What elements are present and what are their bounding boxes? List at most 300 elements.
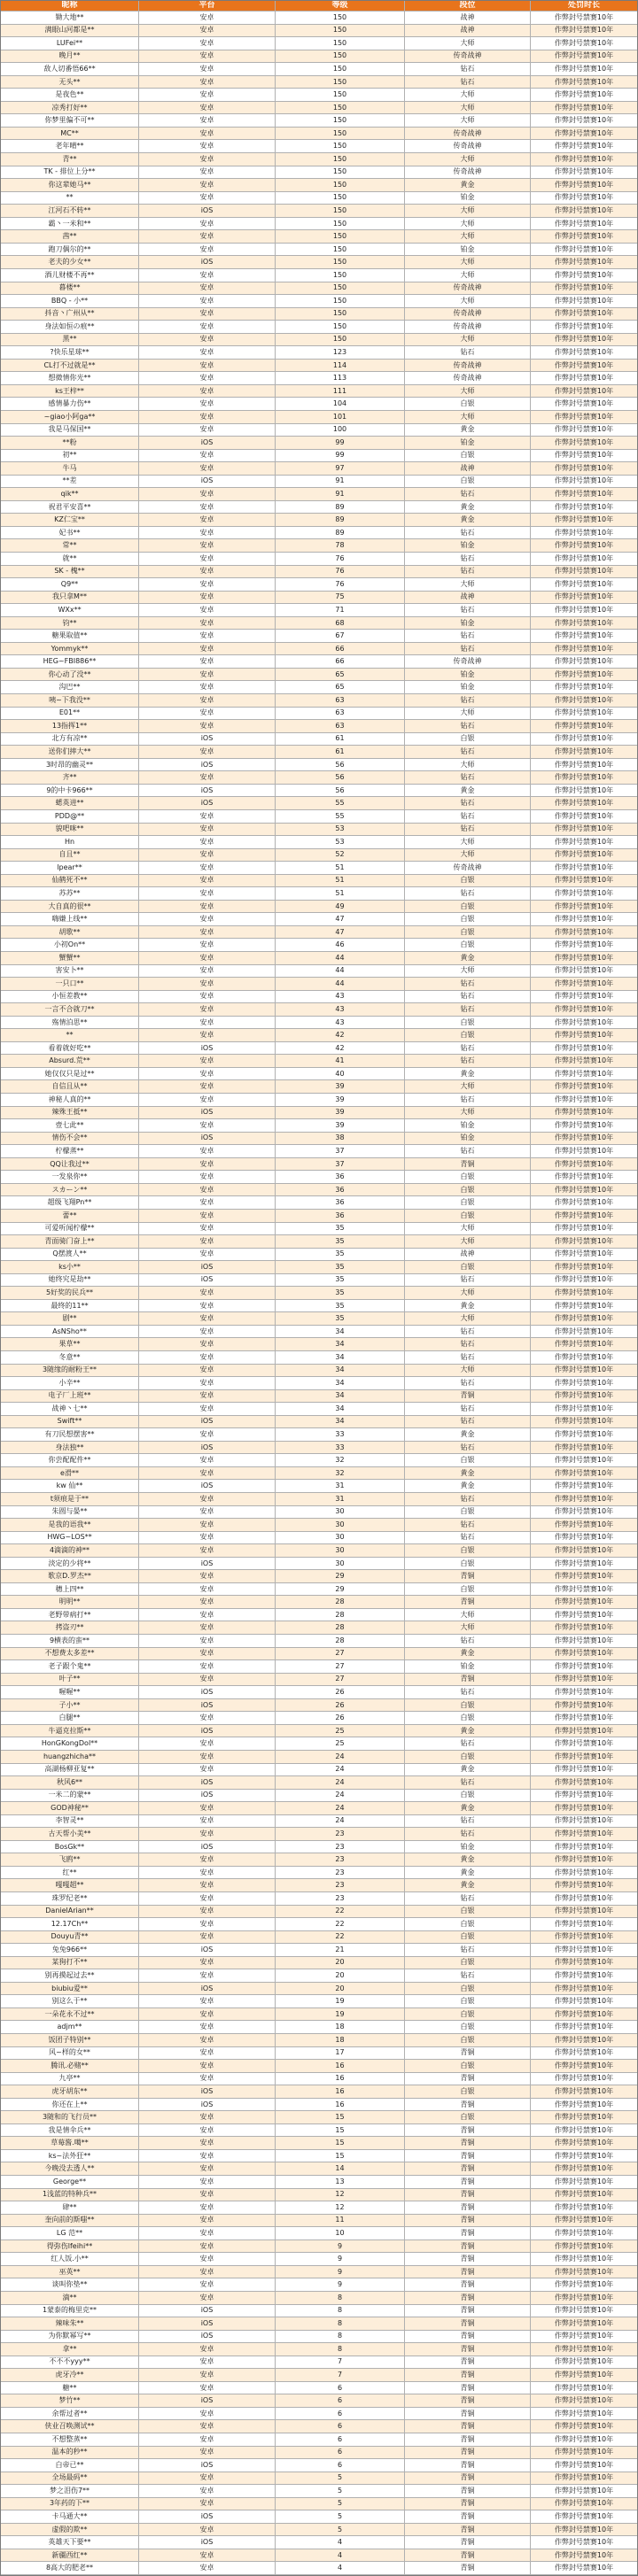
cell-nickname: Swift** [1, 1416, 139, 1428]
cell-nickname: 苏苏** [1, 887, 139, 900]
cell-level: 6 [276, 2382, 405, 2394]
cell-penalty: 作弊封号禁赛10年 [554, 502, 614, 511]
cell-level: 41 [276, 1055, 405, 1067]
table-row [1, 1763, 637, 1776]
cell-rank: 白银 [405, 450, 531, 462]
cell-level: 24 [276, 1815, 405, 1828]
cell-rank: 传奇战神 [405, 862, 531, 874]
cell-penalty: 作弊封号禁赛10年 [554, 1868, 614, 1876]
cell-nickname: 暮楼** [1, 282, 139, 295]
table-row [1, 965, 637, 979]
cell-level: 150 [276, 37, 405, 50]
cell-penalty: 作弊封号禁赛10年 [554, 1443, 614, 1451]
cell-level: 37 [276, 1145, 405, 1157]
cell-rank: 钻石 [405, 1377, 531, 1389]
table-row [1, 360, 637, 373]
cell-penalty: 作弊封号禁赛10年 [554, 683, 614, 692]
cell-rank: 青铜 [405, 2162, 531, 2175]
cell-level: 23 [276, 1828, 405, 1840]
cell-rank: 钻石 [405, 1493, 531, 1505]
cell-level: 14 [276, 2162, 405, 2175]
cell-nickname: 神秘人真的** [1, 1094, 139, 1106]
cell-penalty: 作弊封号禁赛10年 [554, 1314, 614, 1323]
cell-platform: 安卓 [139, 1815, 276, 1828]
cell-rank: 青铜 [405, 2562, 531, 2574]
cell-rank: 青铜 [405, 2331, 531, 2343]
cell-nickname: 情伤不会** [1, 1133, 139, 1145]
cell-level: 78 [276, 539, 405, 552]
cell-penalty: 作弊封号禁赛10年 [554, 1623, 614, 1632]
cell-platform: 安卓 [139, 566, 276, 578]
cell-penalty: 作弊封号禁赛10年 [554, 1803, 614, 1812]
cell-penalty: 作弊封号禁赛10年 [554, 2151, 614, 2160]
cell-penalty: 作弊封号禁赛10年 [554, 2048, 614, 2057]
cell-platform: 安卓 [139, 553, 276, 565]
cell-platform: iOS [139, 2317, 276, 2330]
cell-level: 36 [276, 1210, 405, 1222]
cell-platform: 安卓 [139, 643, 276, 655]
header-rank: 段位 [405, 1, 531, 11]
cell-rank: 白银 [405, 1184, 531, 1196]
table-row [1, 1017, 637, 1030]
table-row [1, 759, 637, 772]
cell-platform: 安卓 [139, 708, 276, 720]
cell-nickname: HonGKongDol** [1, 1737, 139, 1750]
cell-level: 24 [276, 1751, 405, 1763]
table-row [1, 488, 637, 501]
cell-penalty: 作弊封号禁赛10年 [554, 2538, 614, 2547]
cell-nickname: 青** [1, 153, 139, 166]
cell-nickname: 凉秀打好** [1, 102, 139, 114]
cell-nickname: 秋风6** [1, 1776, 139, 1789]
cell-level: 51 [276, 887, 405, 900]
cell-level: 28 [276, 1621, 405, 1634]
cell-platform: 安卓 [139, 913, 276, 925]
cell-nickname: lpear** [1, 862, 139, 874]
cell-rank: 大师 [405, 218, 531, 230]
table-row [1, 2201, 637, 2215]
cell-rank: 大师 [405, 1080, 531, 1093]
cell-platform: iOS [139, 1261, 276, 1273]
table-row [1, 244, 637, 257]
cell-nickname: 9横表的蛮** [1, 1635, 139, 1647]
cell-platform: iOS [139, 2536, 276, 2549]
cell-platform: 安卓 [139, 887, 276, 900]
cell-nickname: 蟹蟹** [1, 952, 139, 964]
cell-nickname: スカーン** [1, 1184, 139, 1196]
cell-rank: 钻石 [405, 1003, 531, 1016]
cell-level: 33 [276, 1428, 405, 1441]
cell-penalty: 作弊封号禁赛10年 [554, 1584, 614, 1593]
cell-rank: 铂金 [405, 539, 531, 552]
table-row [1, 1493, 637, 1506]
cell-rank: 钻石 [405, 346, 531, 359]
cell-rank: 白银 [405, 2021, 531, 2033]
cell-penalty: 作弊封号禁赛10年 [554, 773, 614, 782]
cell-rank: 大师 [405, 1312, 531, 1325]
table-row [1, 1261, 637, 1274]
cell-rank: 传奇战神 [405, 321, 531, 333]
cell-penalty: 作弊封号禁赛10年 [554, 2035, 614, 2044]
cell-platform: 安卓 [139, 1171, 276, 1183]
cell-nickname: 最终的11** [1, 1300, 139, 1312]
table-row [1, 1351, 637, 1365]
cell-penalty: 作弊封号禁赛10年 [554, 2486, 614, 2495]
cell-platform: 安卓 [139, 2433, 276, 2446]
header-nickname: 昵称 [1, 1, 139, 11]
cell-level: 34 [276, 1326, 405, 1338]
cell-rank: 白银 [405, 1583, 531, 1596]
cell-nickname: 兔兔966** [1, 1944, 139, 1956]
cell-nickname: 感情暴力伤** [1, 398, 139, 410]
cell-platform: iOS [139, 437, 276, 449]
cell-rank: 大师 [405, 411, 531, 423]
cell-platform: 安卓 [139, 991, 276, 1003]
cell-rank: 白银 [405, 1957, 531, 1969]
cell-rank: 黄金 [405, 1300, 531, 1312]
cell-penalty: 作弊封号禁赛10年 [554, 167, 614, 176]
table-row [1, 192, 637, 205]
cell-level: 150 [276, 218, 405, 230]
cell-platform: 安卓 [139, 694, 276, 707]
table-row [1, 913, 637, 926]
cell-platform: 安卓 [139, 2382, 276, 2394]
cell-penalty: 作弊封号禁赛10年 [554, 1855, 614, 1864]
cell-nickname: 青面骑门奋上** [1, 1235, 139, 1248]
cell-platform: iOS [139, 785, 276, 797]
table-row [1, 553, 637, 566]
cell-nickname: 草莓酱.噶** [1, 2137, 139, 2149]
cell-penalty: 作弊封号禁赛10年 [554, 747, 614, 755]
cell-penalty: 作弊封号禁赛10年 [554, 760, 614, 769]
cell-platform: 安卓 [139, 140, 276, 152]
cell-platform: 安卓 [139, 527, 276, 539]
cell-penalty: 作弊封号禁赛10年 [554, 2525, 614, 2533]
cell-penalty: 作弊封号禁赛10年 [554, 2409, 614, 2417]
cell-level: 24 [276, 1802, 405, 1814]
cell-platform: 安卓 [139, 2292, 276, 2304]
cell-platform: 安卓 [139, 1867, 276, 1879]
cell-level: 20 [276, 1969, 405, 1982]
table-row [1, 1944, 637, 1957]
cell-platform: 安卓 [139, 592, 276, 604]
cell-penalty: 作弊封号禁赛10年 [554, 1159, 614, 1168]
cell-nickname: 珠罗纪老** [1, 1892, 139, 1905]
table-row [1, 1222, 637, 1235]
cell-penalty: 作弊封号禁赛10年 [554, 90, 614, 99]
cell-rank: 大师 [405, 269, 531, 282]
cell-platform: 安卓 [139, 2162, 276, 2175]
cell-nickname: 老夫的少女** [1, 256, 139, 268]
cell-level: 101 [276, 411, 405, 423]
cell-penalty: 作弊封号禁赛10年 [554, 1971, 614, 1980]
cell-penalty: 作弊封号禁赛10年 [554, 2177, 614, 2185]
cell-level: 104 [276, 398, 405, 410]
cell-platform: 安卓 [139, 1892, 276, 1905]
cell-platform: 安卓 [139, 681, 276, 693]
cell-penalty: 作弊封号禁赛10年 [554, 1146, 614, 1155]
cell-penalty: 作弊封号禁赛10年 [554, 309, 614, 318]
cell-platform: 安卓 [139, 1017, 276, 1029]
cell-rank: 黄金 [405, 1725, 531, 1737]
cell-nickname: 3随和的飞行员** [1, 2111, 139, 2123]
cell-nickname: BBQ - 小** [1, 295, 139, 307]
cell-rank: 白银 [405, 1544, 531, 1557]
cell-rank: 黄金 [405, 1853, 531, 1866]
cell-platform: iOS [139, 2085, 276, 2098]
cell-level: 6 [276, 2394, 405, 2407]
cell-rank: 白银 [405, 875, 531, 887]
cell-platform: 安卓 [139, 875, 276, 887]
cell-nickname: 小恒差教** [1, 991, 139, 1003]
cell-penalty: 作弊封号禁赛10年 [554, 1907, 614, 1915]
cell-level: 5 [276, 2485, 405, 2497]
cell-rank: 青铜 [405, 2394, 531, 2407]
cell-rank: 大师 [405, 1609, 531, 1621]
cell-penalty: 作弊封号禁赛10年 [554, 1752, 614, 1760]
cell-penalty: 作弊封号禁赛10年 [554, 180, 614, 189]
cell-rank: 传奇战神 [405, 360, 531, 372]
cell-nickname: 明明** [1, 1596, 139, 1608]
table-row [1, 1171, 637, 1184]
cell-level: 150 [276, 76, 405, 89]
cell-level: 8 [276, 2292, 405, 2304]
cell-rank: 黄金 [405, 1879, 531, 1891]
cell-platform: 安卓 [139, 450, 276, 462]
cell-nickname: 蕾** [1, 1210, 139, 1222]
table-row [1, 1931, 637, 1945]
cell-rank: 白银 [405, 1790, 531, 1802]
cell-penalty: 作弊封号禁赛10年 [554, 1765, 614, 1774]
cell-penalty: 作弊封号禁赛10年 [554, 1043, 614, 1052]
cell-nickname: 嗨嫌上线** [1, 913, 139, 925]
cell-rank: 钻石 [405, 1892, 531, 1905]
cell-nickname: 妃书** [1, 527, 139, 539]
cell-level: 114 [276, 360, 405, 372]
table-row [1, 1983, 637, 1996]
cell-level: 23 [276, 1853, 405, 1866]
cell-rank: 铂金 [405, 437, 531, 449]
cell-platform: 安卓 [139, 501, 276, 514]
table-row [1, 256, 637, 269]
cell-platform: 安卓 [139, 2549, 276, 2562]
cell-level: 16 [276, 2060, 405, 2072]
cell-rank: 钻石 [405, 643, 531, 655]
cell-level: 99 [276, 450, 405, 462]
cell-penalty: 作弊封号禁赛10年 [554, 901, 614, 910]
cell-penalty: 作弊封号禁赛10年 [554, 1211, 614, 1219]
cell-penalty: 作弊封号禁赛10年 [554, 1572, 614, 1581]
cell-penalty: 作弊封号禁赛10年 [554, 1481, 614, 1490]
cell-penalty: 作弊封号禁赛10年 [554, 966, 614, 975]
cell-nickname: 蟋英进** [1, 797, 139, 809]
cell-level: 35 [276, 1249, 405, 1261]
cell-level: 25 [276, 1737, 405, 1750]
cell-platform: 安卓 [139, 1351, 276, 1364]
cell-rank: 传奇战神 [405, 140, 531, 152]
cell-rank: 青铜 [405, 2304, 531, 2317]
cell-penalty: 作弊封号禁赛10年 [554, 2074, 614, 2083]
cell-nickname: 4滴滴的神** [1, 1544, 139, 1557]
cell-level: 39 [276, 1080, 405, 1093]
cell-level: 36 [276, 1196, 405, 1209]
cell-penalty: 作弊封号禁赛10年 [554, 811, 614, 820]
cell-rank: 青铜 [405, 1674, 531, 1686]
table-row [1, 450, 637, 463]
cell-level: 5 [276, 2510, 405, 2523]
cell-level: 5 [276, 2472, 405, 2485]
table-row [1, 2292, 637, 2305]
cell-platform: 安卓 [139, 1428, 276, 1441]
cell-nickname: 害安卜** [1, 965, 139, 978]
cell-rank: 战神 [405, 1249, 531, 1261]
cell-platform: 安卓 [139, 230, 276, 243]
cell-platform: 安卓 [139, 2447, 276, 2459]
table-row [1, 1596, 637, 1609]
cell-platform: iOS [139, 205, 276, 217]
cell-penalty: 作弊封号禁赛10年 [554, 2357, 614, 2366]
cell-level: 150 [276, 308, 405, 321]
table-row [1, 643, 637, 656]
cell-rank: 钻石 [405, 488, 531, 500]
cell-nickname: adjm** [1, 2021, 139, 2033]
table-row [1, 1544, 637, 1558]
cell-level: 150 [276, 205, 405, 217]
cell-penalty: 作弊封号禁赛10年 [554, 695, 614, 704]
cell-level: 11 [276, 2215, 405, 2227]
cell-penalty: 作弊封号禁赛10年 [554, 824, 614, 833]
cell-platform: 安卓 [139, 1828, 276, 1840]
cell-nickname: CL打不过就是** [1, 360, 139, 372]
cell-rank: 钻石 [405, 63, 531, 75]
cell-penalty: 作弊封号禁赛10年 [554, 1842, 614, 1851]
cell-platform: 安卓 [139, 2472, 276, 2485]
cell-penalty: 作弊封号禁赛10年 [554, 386, 614, 395]
cell-platform: iOS [139, 1776, 276, 1789]
cell-nickname: 果草** [1, 1338, 139, 1350]
cell-rank: 青铜 [405, 2433, 531, 2446]
cell-rank: 黄金 [405, 1867, 531, 1879]
cell-penalty: 作弊封号禁赛10年 [554, 2396, 614, 2405]
cell-rank: 青铜 [405, 1158, 531, 1171]
cell-platform: iOS [139, 1274, 276, 1287]
cell-nickname: 祝君平安喜** [1, 501, 139, 514]
cell-penalty: 作弊封号禁赛10年 [554, 219, 614, 228]
table-row [1, 1480, 637, 1493]
cell-rank: 青铜 [405, 2343, 531, 2356]
cell-penalty: 作弊封号禁赛10年 [554, 1791, 614, 1799]
table-row [1, 2382, 637, 2395]
cell-nickname: Q摆渡人** [1, 1249, 139, 1261]
cell-penalty: 作弊封号禁赛10年 [554, 2216, 614, 2224]
cell-penalty: 作弊封号禁赛10年 [554, 2241, 614, 2250]
cell-penalty: 作弊封号禁赛10年 [554, 876, 614, 885]
cell-rank: 白银 [405, 1712, 531, 1724]
cell-nickname: **差 [1, 476, 139, 488]
table-row [1, 2562, 637, 2575]
cell-level: 24 [276, 1763, 405, 1775]
cell-platform: iOS [139, 1480, 276, 1492]
cell-nickname: 别这么于** [1, 1995, 139, 2007]
cell-level: 44 [276, 952, 405, 964]
cell-level: 30 [276, 1532, 405, 1544]
table-row [1, 63, 637, 76]
cell-rank: 钻石 [405, 1274, 531, 1287]
cell-nickname: 红人饭.小** [1, 2253, 139, 2265]
cell-nickname: 侠业召唤测试** [1, 2420, 139, 2433]
cell-nickname: 英雄天下要** [1, 2536, 139, 2549]
cell-level: 9 [276, 2240, 405, 2253]
table-row [1, 1995, 637, 2008]
cell-rank: 白银 [405, 733, 531, 746]
cell-penalty: 作弊封号禁赛10年 [554, 1597, 614, 1606]
table-row [1, 810, 637, 824]
cell-rank: 白银 [405, 1751, 531, 1763]
table-row [1, 746, 637, 759]
cell-penalty: 作弊封号禁赛10年 [554, 1417, 614, 1426]
table-row [1, 398, 637, 411]
cell-level: 4 [276, 2562, 405, 2574]
cell-level: 49 [276, 901, 405, 913]
cell-penalty: 作弊封号禁赛10年 [554, 2383, 614, 2392]
cell-rank: 大师 [405, 759, 531, 771]
cell-level: 34 [276, 1390, 405, 1403]
cell-level: 150 [276, 140, 405, 152]
cell-rank: 白银 [405, 901, 531, 913]
cell-level: 150 [276, 334, 405, 346]
cell-nickname: 12.17Ch** [1, 1918, 139, 1930]
cell-rank: 白银 [405, 1017, 531, 1029]
cell-penalty: 作弊封号禁赛10年 [554, 1559, 614, 1567]
cell-level: 55 [276, 810, 405, 823]
cell-level: 36 [276, 1171, 405, 1183]
cell-rank: 青铜 [405, 2536, 531, 2549]
cell-level: 65 [276, 669, 405, 681]
cell-level: 47 [276, 913, 405, 925]
cell-platform: 安卓 [139, 179, 276, 191]
cell-level: 89 [276, 527, 405, 539]
cell-penalty: 作弊封号禁赛10年 [554, 1352, 614, 1361]
table-row [1, 372, 637, 385]
cell-level: 150 [276, 192, 405, 205]
table-row [1, 1506, 637, 1520]
cell-level: 51 [276, 862, 405, 874]
cell-rank: 钻石 [405, 1776, 531, 1789]
cell-nickname: 想微情你光** [1, 372, 139, 384]
cell-nickname: LG 范** [1, 2227, 139, 2239]
cell-nickname: 我只拿M** [1, 592, 139, 604]
table-row [1, 2150, 637, 2163]
cell-rank: 青铜 [405, 2253, 531, 2265]
cell-penalty: 作弊封号禁赛10年 [554, 644, 614, 653]
cell-platform: 安卓 [139, 2150, 276, 2162]
cell-rank: 白银 [405, 1983, 531, 1995]
cell-penalty: 作弊封号禁赛10年 [554, 1739, 614, 1748]
cell-nickname: ** [1, 1029, 139, 1041]
cell-platform: 安卓 [139, 1519, 276, 1531]
cell-level: 5 [276, 2524, 405, 2536]
cell-platform: 安卓 [139, 1802, 276, 1814]
cell-penalty: 作弊封号禁赛10年 [554, 1120, 614, 1129]
cell-nickname: biubiu爱** [1, 1983, 139, 1995]
cell-platform: 安卓 [139, 1506, 276, 1519]
cell-level: 53 [276, 836, 405, 848]
cell-platform: 安卓 [139, 1931, 276, 1944]
cell-rank: 白银 [405, 2034, 531, 2046]
cell-level: 15 [276, 2111, 405, 2123]
table-row [1, 952, 637, 965]
cell-level: 23 [276, 1879, 405, 1891]
